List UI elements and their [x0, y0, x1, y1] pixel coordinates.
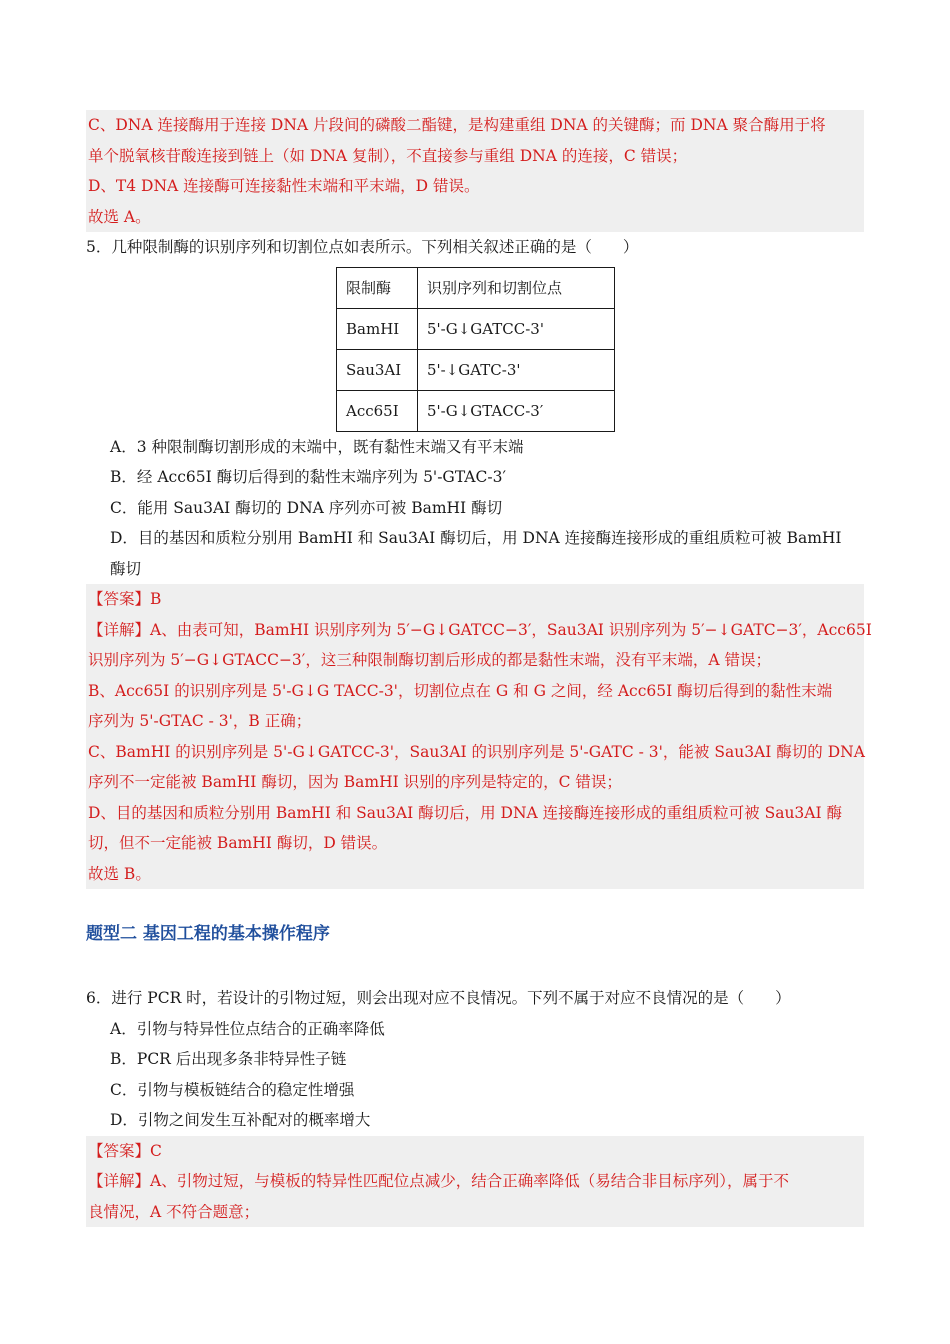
q5-analysis-b-line1: B、Acc65I 的识别序列是 5'-G↓G TACC-3'，切割位点在 G 和 G 之间，经 Acc65I 酶切后得到的黏性末端 [88, 681, 833, 700]
table-row [337, 390, 615, 431]
table-row [337, 349, 615, 390]
q5-analysis-a-line2: 识别序列为 5′−G↓GTACC−3′，这三种限制酶切割后形成的都是黏性末端，没有平末端，A 错误； [88, 651, 771, 669]
table-cell: BamHI [337, 308, 418, 349]
q5-option-c: C．能用 Sau3AI 酶切的 DNA 序列亦可被 BamHI 酶切 [110, 498, 503, 517]
table-cell: 5'-↓GATC-3' [418, 349, 615, 390]
q5-option-a: A．3 种限制酶切割形成的末端中，既有黏性末端又有平末端 [110, 437, 524, 456]
q4-analysis-c-line1: C、DNA 连接酶用于连接 DNA 片段间的磷酸二酯键，是构建重组 DNA 的关键酶；而 DNA 聚合酶用于将 [88, 116, 826, 134]
q5-analysis-b-line2: 序列为 5'-GTAC - 3'，B 正确； [88, 712, 312, 730]
q6-option-b: B．PCR 后出现多条非特异性子链 [110, 1050, 347, 1068]
table-row [337, 308, 615, 349]
document-page [86, 110, 872, 1227]
q6-stem: 6．进行 PCR 时，若设计的引物过短，则会出现对应不良情况。下列不属于对应不良情况的是（ ） [86, 989, 791, 1007]
q6-answer-block [86, 1136, 864, 1228]
q6-option-c: C．引物与模板链结合的稳定性增强 [110, 1080, 355, 1099]
q6-answer: 【答案】C [88, 1141, 162, 1160]
q4-analysis-c-line2: 单个脱氧核苷酸连接到链上（如 DNA 复制），不直接参与重组 DNA 的连接，C 错误； [88, 146, 688, 165]
table-cell: Acc65I [337, 390, 418, 431]
q4-conclusion: 故选 A。 [88, 207, 151, 226]
table-cell: 5'-G↓GATCC-3' [418, 308, 615, 349]
q5-analysis-a-line1: 【详解】A、由表可知，BamHI 识别序列为 5′−G↓GATCC−3′，Sau3AI 识别序列为 5′−↓GATC−3′，Acc65I [88, 620, 872, 639]
q5-option-d-line2: 酶切 [110, 559, 142, 578]
q6-option-d: D．引物之间发生互补配对的概率增大 [110, 1111, 371, 1129]
table-header-cell: 限制酶 [337, 267, 418, 308]
table-cell: 5'-G↓GTACC-3′ [418, 390, 615, 431]
q6-option-a: A．引物与特异性位点结合的正确率降低 [110, 1019, 385, 1038]
q4-answer-block [86, 110, 864, 232]
section-title: 题型二 基因工程的基本操作程序 [86, 924, 330, 944]
q5-stem: 5．几种限制酶的识别序列和切割位点如表所示。下列相关叙述正确的是（ ） [86, 238, 639, 256]
q5-analysis-d-line2: 切，但不一定能被 BamHI 酶切，D 错误。 [88, 834, 388, 852]
q5-option-d-line1: D．目的基因和质粒分别用 BamHI 和 Sau3AI 酶切后，用 DNA 连接酶连接形成的重组质粒可被 BamHI [110, 529, 842, 547]
table-cell: Sau3AI [337, 349, 418, 390]
q6-analysis-a-line1: 【详解】A、引物过短，与模板的特异性匹配位点减少，结合正确率降低（易结合非目标序列），属于不 [88, 1172, 789, 1190]
table-header-cell: 识别序列和切割位点 [418, 267, 615, 308]
q6-analysis-a-line2: 良情况，A 不符合题意； [88, 1202, 260, 1221]
q5-answer: 【答案】B [88, 590, 162, 608]
table-header-row [337, 267, 615, 308]
q5-conclusion: 故选 B。 [88, 864, 151, 883]
q5-analysis-d-line1: D、目的基因和质粒分别用 BamHI 和 Sau3AI 酶切后，用 DNA 连接酶连接形成的重组质粒可被 Sau3AI 酶 [88, 803, 843, 822]
q5-analysis-c-line2: 序列不一定能被 BamHI 酶切，因为 BamHI 识别的序列是特定的，C 错误； [88, 773, 622, 791]
q5-option-b: B．经 Acc65I 酶切后得到的黏性末端序列为 5'-GTAC-3′ [110, 468, 506, 486]
q4-analysis-d-line: D、T4 DNA 连接酶可连接黏性末端和平末端，D 错误。 [88, 177, 480, 195]
enzyme-table [336, 267, 615, 432]
q5-analysis-c-line1: C、BamHI 的识别序列是 5'-G↓GATCC-3'，Sau3AI 的识别序列是 5'-GATC - 3'，能被 Sau3AI 酶切的 DNA [88, 742, 865, 761]
q5-answer-block [86, 584, 872, 889]
